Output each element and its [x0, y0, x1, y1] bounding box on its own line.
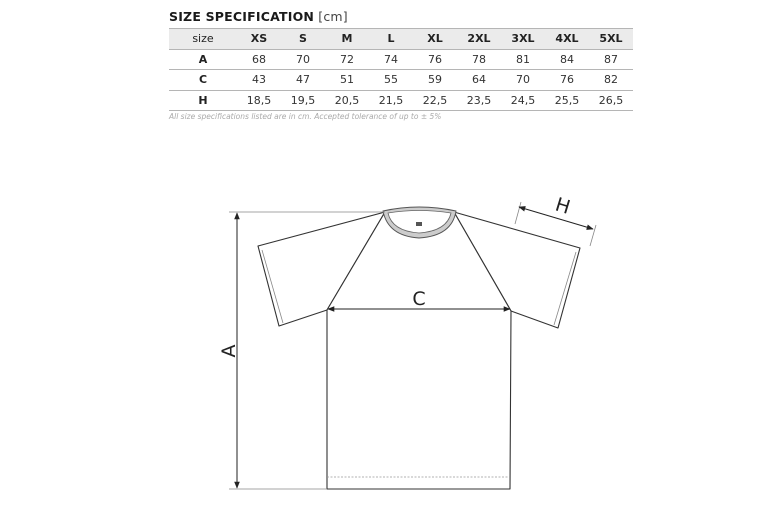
- table-cell: 24,5: [501, 90, 545, 111]
- table-cell: 81: [501, 49, 545, 70]
- size-header-cell: 3XL: [501, 29, 545, 50]
- table-cell: 21,5: [369, 90, 413, 111]
- table-cell: 59: [413, 70, 457, 91]
- size-header-cell: XL: [413, 29, 457, 50]
- spec-title-text: SIZE SPECIFICATION: [169, 9, 315, 24]
- size-header-cell: XS: [237, 29, 281, 50]
- neck-label: [416, 222, 422, 226]
- table-cell: 55: [369, 70, 413, 91]
- table-cell: 72: [325, 49, 369, 70]
- row-label: A: [169, 49, 237, 70]
- table-cell: 74: [369, 49, 413, 70]
- table-cell: 20,5: [325, 90, 369, 111]
- table-cell: 70: [281, 49, 325, 70]
- size-header-label: size: [169, 29, 237, 50]
- table-cell: 84: [545, 49, 589, 70]
- row-label: H: [169, 90, 237, 111]
- size-header-cell: M: [325, 29, 369, 50]
- table-cell: 68: [237, 49, 281, 70]
- dimension-c-label: C: [412, 288, 426, 310]
- size-header-cell: S: [281, 29, 325, 50]
- table-cell: 23,5: [457, 90, 501, 111]
- table-cell: 47: [281, 70, 325, 91]
- table-cell: 51: [325, 70, 369, 91]
- table-cell: 78: [457, 49, 501, 70]
- table-cell: 22,5: [413, 90, 457, 111]
- row-label: C: [169, 70, 237, 91]
- tshirt-outline: [258, 212, 580, 489]
- table-cell: 87: [589, 49, 633, 70]
- size-header-cell: 4XL: [545, 29, 589, 50]
- spec-unit: [cm]: [318, 9, 348, 24]
- table-cell: 82: [589, 70, 633, 91]
- table-cell: 76: [545, 70, 589, 91]
- tolerance-note: All size specifications listed are in cm. Accepted tolerance of up to ± 5%: [169, 112, 442, 121]
- table-cell: 43: [237, 70, 281, 91]
- table-cell: 18,5: [237, 90, 281, 111]
- table-cell: 25,5: [545, 90, 589, 111]
- table-cell: 70: [501, 70, 545, 91]
- table-cell: 76: [413, 49, 457, 70]
- dimension-a-label: A: [218, 344, 240, 358]
- table-cell: 26,5: [589, 90, 633, 111]
- size-header-cell: 5XL: [589, 29, 633, 50]
- table-cell: 64: [457, 70, 501, 91]
- size-header-cell: L: [369, 29, 413, 50]
- size-header-cell: 2XL: [457, 29, 501, 50]
- table-cell: 19,5: [281, 90, 325, 111]
- dimension-h-label: H: [552, 193, 573, 219]
